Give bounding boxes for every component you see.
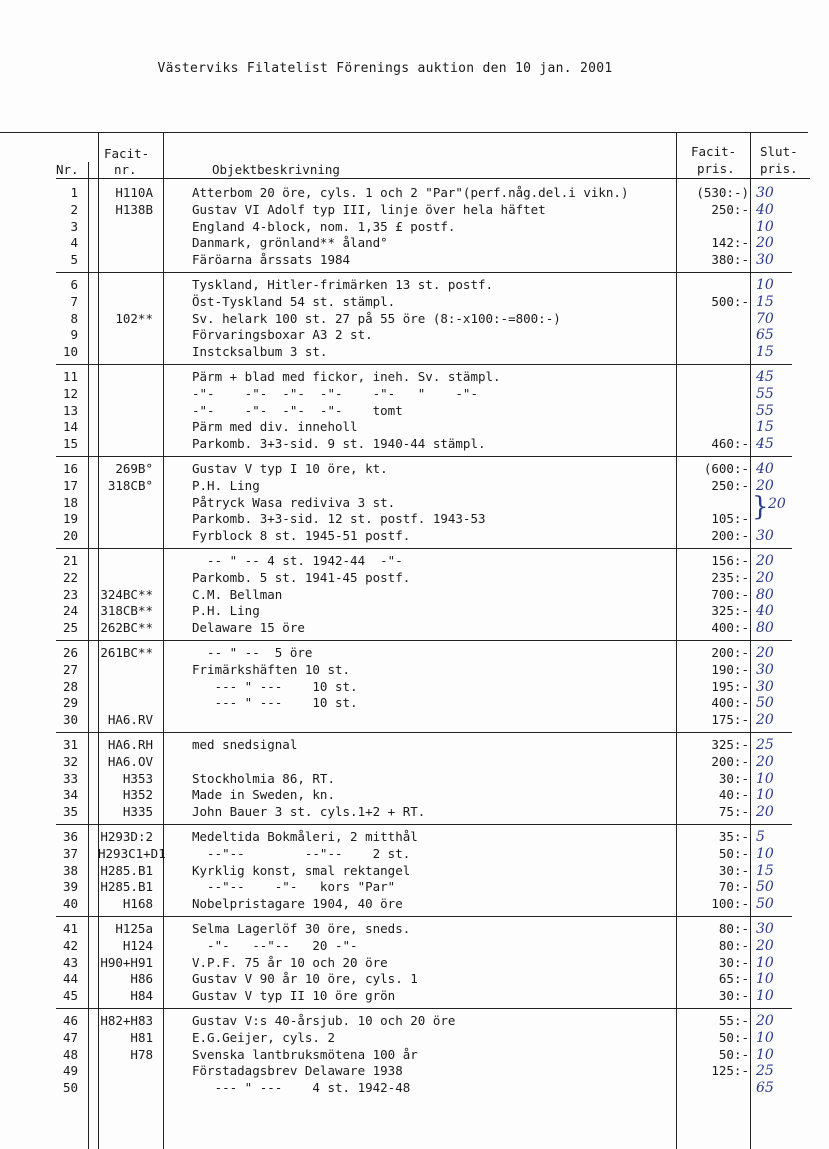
header-facit-nr-1: Facit- — [104, 146, 150, 161]
row-facit-price: 175:- — [711, 712, 749, 728]
row-facit-nr: H352 — [122, 787, 153, 803]
row-object-description: Kyrklig konst, smal rektangel — [192, 862, 411, 878]
row-final-price: 50 — [756, 695, 774, 712]
row-facit-nr: H335 — [122, 804, 153, 820]
row-nr: 18 — [62, 494, 78, 510]
row-facit-nr: H125a — [115, 921, 153, 936]
row-facit-price: 235:- — [711, 569, 749, 585]
table-row — [0, 1047, 829, 1064]
row-facit-nr: HA6.RV — [107, 712, 153, 728]
row-facit-price: 200:- — [711, 528, 749, 544]
table-row — [0, 1030, 829, 1047]
row-facit-price: 250:- — [711, 477, 749, 493]
row-facit-price: 250:- — [711, 201, 749, 217]
row-object-description: Förstadagsbrev Delaware 1938 — [192, 1063, 403, 1079]
row-nr: 27 — [62, 661, 78, 677]
header-facit-pris-2: pris. — [697, 161, 735, 176]
row-facit-price: 200:- — [711, 753, 749, 769]
row-facit-price: 30:- — [718, 988, 749, 1004]
row-nr: 28 — [62, 678, 78, 694]
row-final-price: 10 — [756, 954, 774, 971]
row-final-price: 20 — [756, 645, 774, 661]
row-object-description: Atterbom 20 öre, cyls. 1 och 2 "Par"(perf.någ.del.i vikn.) — [192, 185, 629, 200]
row-nr: 49 — [62, 1063, 78, 1079]
row-facit-price: 50:- — [718, 1029, 749, 1045]
row-facit-price: 325:- — [711, 737, 749, 752]
row-object-description: Pärm + blad med fickor, ineh. Sv. stämpl. — [192, 369, 501, 384]
table-row — [0, 311, 829, 328]
row-facit-price: 195:- — [711, 678, 749, 694]
row-final-price: 50 — [756, 879, 774, 896]
header-bottom-rule — [56, 178, 810, 179]
table-row — [0, 1013, 829, 1030]
row-final-price: 20 — [756, 235, 774, 252]
group-separator — [56, 272, 792, 273]
group-separator — [56, 364, 792, 365]
table-row — [0, 235, 829, 252]
row-final-price: 10 — [756, 770, 774, 787]
table-row — [0, 971, 829, 988]
row-final-price: 10 — [756, 218, 774, 235]
row-final-price: 20 — [756, 753, 774, 770]
row-nr: 47 — [62, 1029, 78, 1045]
table-row — [0, 645, 829, 662]
table-row — [0, 679, 829, 696]
row-final-price: 20 — [756, 804, 774, 821]
table-row — [0, 294, 829, 311]
row-facit-nr: H168 — [122, 896, 153, 912]
row-object-description: -- " -- 4 st. 1942-44 -"- — [192, 553, 403, 568]
row-facit-price: 75:- — [718, 804, 749, 820]
row-facit-price: 100:- — [711, 896, 749, 912]
row-object-description: Svenska lantbruksmötena 100 år — [192, 1046, 418, 1062]
row-nr: 7 — [70, 293, 78, 309]
row-nr: 31 — [62, 737, 78, 752]
row-object-description: Påtryck Wasa rediviva 3 st. — [192, 494, 396, 510]
row-final-price: 20 — [756, 712, 774, 729]
row-object-description: Gustav V 90 år 10 öre, cyls. 1 — [192, 971, 418, 987]
table-row — [0, 528, 829, 545]
row-nr: 30 — [62, 712, 78, 728]
table-row — [0, 495, 829, 512]
row-facit-nr: H86 — [130, 971, 153, 987]
row-facit-nr: 324BC** — [100, 586, 153, 602]
row-object-description: V.P.F. 75 år 10 och 20 öre — [192, 954, 388, 970]
row-object-description: Parkomb. 5 st. 1941-45 postf. — [192, 569, 411, 585]
row-object-description: Medeltida Bokmåleri, 2 mitthål — [192, 829, 418, 844]
row-facit-price: 142:- — [711, 235, 749, 251]
row-final-price: 10 — [756, 988, 774, 1005]
row-nr: 11 — [62, 369, 78, 384]
row-nr: 23 — [62, 586, 78, 602]
table-row — [0, 327, 829, 344]
row-final-price: 10 — [756, 971, 774, 988]
bracket-note: 20 — [768, 496, 786, 512]
row-nr: 39 — [62, 879, 78, 895]
row-object-description: Gustav V typ I 10 öre, kt. — [192, 461, 388, 476]
row-object-description: --- " --- 10 st. — [192, 678, 358, 694]
row-final-price: 20 — [756, 1013, 774, 1029]
row-object-description: Förvaringsboxar A3 2 st. — [192, 327, 373, 343]
table-row — [0, 955, 829, 972]
row-facit-nr: 269B° — [115, 461, 153, 476]
table-row — [0, 478, 829, 495]
row-object-description: Delaware 15 öre — [192, 620, 305, 636]
row-object-description: Nobelpristagare 1904, 40 öre — [192, 896, 403, 912]
table-top-rule — [0, 132, 808, 133]
row-facit-price: 65:- — [718, 971, 749, 987]
table-row — [0, 511, 829, 528]
row-nr: 48 — [62, 1046, 78, 1062]
table-row — [0, 846, 829, 863]
table-row — [0, 553, 829, 570]
row-final-price: 10 — [756, 845, 774, 862]
row-object-description: Gustav V typ II 10 öre grön — [192, 988, 396, 1004]
table-row — [0, 737, 829, 754]
row-final-price: 30 — [756, 661, 774, 678]
row-object-description: P.H. Ling — [192, 603, 260, 619]
row-object-description: E.G.Geijer, cyls. 2 — [192, 1029, 335, 1045]
row-facit-nr: H285.B1 — [100, 862, 153, 878]
row-nr: 9 — [70, 327, 78, 343]
row-final-price: 25 — [756, 1063, 774, 1080]
row-final-price: 10 — [756, 1029, 774, 1046]
row-facit-price: 55:- — [718, 1013, 749, 1028]
row-facit-nr: H353 — [122, 770, 153, 786]
table-row — [0, 403, 829, 420]
row-nr: 40 — [62, 896, 78, 912]
row-nr: 26 — [62, 645, 78, 660]
row-final-price: 50 — [756, 896, 774, 913]
row-final-price: 45 — [756, 436, 774, 453]
table-row — [0, 938, 829, 955]
row-nr: 21 — [62, 553, 78, 568]
table-row — [0, 461, 829, 478]
row-nr: 50 — [62, 1080, 78, 1096]
row-nr: 46 — [62, 1013, 78, 1028]
row-object-description: Selma Lagerlöf 30 öre, sneds. — [192, 921, 411, 936]
row-final-price: 30 — [756, 528, 774, 545]
group-separator — [56, 1008, 792, 1009]
row-facit-nr: H138B — [115, 201, 153, 217]
table-row — [0, 620, 829, 637]
row-final-price: 15 — [756, 419, 774, 436]
row-facit-price: 125:- — [711, 1063, 749, 1079]
row-nr: 20 — [62, 528, 78, 544]
row-final-price: 20 — [756, 937, 774, 954]
row-nr: 8 — [70, 310, 78, 326]
row-nr: 14 — [62, 419, 78, 435]
row-nr: 4 — [70, 235, 78, 251]
row-nr: 35 — [62, 804, 78, 820]
row-nr: 29 — [62, 695, 78, 711]
row-object-description: Tyskland, Hitler-frimärken 13 st. postf. — [192, 277, 494, 292]
row-facit-nr: H293D:2 — [100, 829, 153, 844]
row-facit-price: 400:- — [711, 695, 749, 711]
row-nr: 44 — [62, 971, 78, 987]
row-facit-price: 105:- — [711, 511, 749, 527]
row-final-price: 70 — [756, 310, 774, 327]
row-facit-price: 400:- — [711, 620, 749, 636]
row-object-description: Parkomb. 3+3-sid. 9 st. 1940-44 stämpl. — [192, 436, 486, 452]
row-nr: 10 — [62, 344, 78, 360]
row-nr: 1 — [70, 185, 78, 200]
group-separator — [56, 548, 792, 549]
row-facit-price: 460:- — [711, 436, 749, 452]
row-facit-price: 325:- — [711, 603, 749, 619]
table-row — [0, 712, 829, 729]
row-facit-nr: 261BC** — [100, 645, 153, 660]
row-facit-price: 500:- — [711, 293, 749, 309]
table-row — [0, 185, 829, 202]
table-row — [0, 570, 829, 587]
row-nr: 25 — [62, 620, 78, 636]
table-row — [0, 277, 829, 294]
row-facit-price: 70:- — [718, 879, 749, 895]
row-facit-nr: 102** — [115, 310, 153, 326]
bracket-mark: } — [752, 492, 769, 522]
row-final-price: 65 — [756, 327, 774, 344]
group-separator — [56, 824, 792, 825]
table-row — [0, 771, 829, 788]
row-nr: 36 — [62, 829, 78, 844]
table-row — [0, 662, 829, 679]
row-facit-price: 30:- — [718, 954, 749, 970]
table-row — [0, 804, 829, 821]
row-facit-price: 35:- — [718, 829, 749, 844]
row-final-price: 40 — [756, 603, 774, 620]
row-object-description: med snedsignal — [192, 737, 298, 752]
row-facit-nr: HA6.OV — [107, 753, 153, 769]
row-facit-price: 200:- — [711, 645, 749, 660]
row-object-description: John Bauer 3 st. cyls.1+2 + RT. — [192, 804, 426, 820]
table-row — [0, 436, 829, 453]
row-object-description: --"-- --"-- 2 st. — [192, 845, 411, 861]
group-separator — [56, 456, 792, 457]
row-nr: 5 — [70, 252, 78, 268]
header-objekt: Objektbeskrivning — [212, 162, 340, 177]
row-nr: 16 — [62, 461, 78, 476]
row-object-description: Instcksalbum 3 st. — [192, 344, 328, 360]
table-row — [0, 219, 829, 236]
table-row — [0, 879, 829, 896]
row-final-price: 80 — [756, 620, 774, 637]
row-final-price: 40 — [756, 461, 774, 477]
table-row — [0, 988, 829, 1005]
row-object-description: -"- --"-- 20 -"- — [192, 937, 358, 953]
table-row — [0, 695, 829, 712]
row-nr: 34 — [62, 787, 78, 803]
row-final-price: 30 — [756, 252, 774, 269]
row-facit-nr: 262BC** — [100, 620, 153, 636]
row-final-price: 20 — [756, 569, 774, 586]
table-row — [0, 787, 829, 804]
row-facit-nr: 318CB° — [107, 477, 153, 493]
row-object-description: Parkomb. 3+3-sid. 12 st. postf. 1943-53 — [192, 511, 486, 527]
row-object-description: Sv. helark 100 st. 27 på 55 öre (8:-x100:-=800:-) — [192, 310, 561, 326]
table-row — [0, 829, 829, 846]
row-final-price: 55 — [756, 402, 774, 419]
row-object-description: Made in Sweden, kn. — [192, 787, 335, 803]
row-nr: 2 — [70, 201, 78, 217]
group-separator — [56, 640, 792, 641]
table-row — [0, 252, 829, 269]
row-nr: 15 — [62, 436, 78, 452]
row-object-description: Danmark, grönland** åland° — [192, 235, 388, 251]
row-nr: 45 — [62, 988, 78, 1004]
row-object-description: England 4-block, nom. 1,35 £ postf. — [192, 218, 456, 234]
group-separator — [56, 916, 792, 917]
row-facit-price: 380:- — [711, 252, 749, 268]
table-row — [0, 603, 829, 620]
row-final-price: 15 — [756, 862, 774, 879]
table-row — [0, 369, 829, 386]
row-object-description: P.H. Ling — [192, 477, 260, 493]
row-final-price: 20 — [756, 477, 774, 494]
row-facit-nr: H82+H83 — [100, 1013, 153, 1028]
row-object-description: --- " --- 4 st. 1942-48 — [192, 1080, 411, 1096]
row-nr: 12 — [62, 385, 78, 401]
table-row — [0, 896, 829, 913]
row-nr: 3 — [70, 218, 78, 234]
row-facit-price: 30:- — [718, 862, 749, 878]
row-facit-nr: 318CB** — [100, 603, 153, 619]
table-row — [0, 587, 829, 604]
row-facit-price: 40:- — [718, 787, 749, 803]
row-final-price: 20 — [756, 553, 774, 569]
row-facit-nr: H84 — [130, 988, 153, 1004]
row-facit-price: 80:- — [718, 921, 749, 936]
header-facit-nr-2: nr. — [114, 162, 137, 177]
row-nr: 19 — [62, 511, 78, 527]
row-object-description: Gustav V:s 40-årsjub. 10 och 20 öre — [192, 1013, 456, 1028]
row-final-price: 40 — [756, 201, 774, 218]
row-final-price: 65 — [756, 1080, 774, 1097]
row-final-price: 5 — [756, 829, 765, 845]
page-title: Västerviks Filatelist Förenings auktion den 10 jan. 2001 — [157, 61, 613, 76]
row-facit-nr: H285.B1 — [100, 879, 153, 895]
row-final-price: 15 — [756, 293, 774, 310]
row-object-description: Färöarna årssats 1984 — [192, 252, 351, 268]
row-facit-price: 80:- — [718, 937, 749, 953]
row-nr: 32 — [62, 753, 78, 769]
row-nr: 38 — [62, 862, 78, 878]
row-facit-price: 156:- — [711, 553, 749, 568]
header-slut-pris-1: Slut- — [760, 144, 798, 159]
row-nr: 37 — [62, 845, 78, 861]
table-row — [0, 419, 829, 436]
row-object-description: Fyrblock 8 st. 1945-51 postf. — [192, 528, 411, 544]
header-facit-pris-1: Facit- — [691, 144, 737, 159]
group-separator — [56, 732, 792, 733]
row-facit-price: 50:- — [718, 845, 749, 861]
row-facit-price: (600:- — [703, 461, 749, 476]
table-row — [0, 386, 829, 403]
row-facit-price: 700:- — [711, 586, 749, 602]
table-row — [0, 863, 829, 880]
row-nr: 6 — [70, 277, 78, 292]
row-object-description: --- " --- 10 st. — [192, 695, 358, 711]
row-final-price: 45 — [756, 369, 774, 385]
row-facit-nr: H90+H91 — [100, 954, 153, 970]
row-object-description: Stockholmia 86, RT. — [192, 770, 335, 786]
row-final-price: 30 — [756, 921, 774, 937]
row-nr: 13 — [62, 402, 78, 418]
row-object-description: Frimärkshäften 10 st. — [192, 661, 351, 677]
table-row — [0, 1080, 829, 1097]
row-nr: 24 — [62, 603, 78, 619]
row-facit-nr: H293C1+D1 — [98, 845, 166, 861]
row-final-price: 10 — [756, 787, 774, 804]
table-row — [0, 344, 829, 361]
row-facit-nr: H81 — [130, 1029, 153, 1045]
row-nr: 22 — [62, 569, 78, 585]
row-object-description: C.M. Bellman — [192, 586, 283, 602]
row-final-price: 10 — [756, 1046, 774, 1063]
row-facit-nr: H110A — [115, 185, 153, 200]
row-object-description: -- " -- 5 öre — [192, 645, 313, 660]
row-final-price: 55 — [756, 385, 774, 402]
row-final-price: 15 — [756, 344, 774, 361]
row-object-description: Pärm med div. inneholl — [192, 419, 358, 435]
row-object-description: Öst-Tyskland 54 st. stämpl. — [192, 293, 396, 309]
row-nr: 42 — [62, 937, 78, 953]
header-slut-pris-2: pris. — [760, 161, 798, 176]
row-final-price: 80 — [756, 586, 774, 603]
row-facit-price: 30:- — [718, 770, 749, 786]
row-final-price: 10 — [756, 277, 774, 293]
row-nr: 41 — [62, 921, 78, 936]
row-facit-nr: H124 — [122, 937, 153, 953]
table-row — [0, 1063, 829, 1080]
row-final-price: 30 — [756, 185, 774, 201]
row-final-price: 30 — [756, 678, 774, 695]
table-row — [0, 754, 829, 771]
row-nr: 33 — [62, 770, 78, 786]
table-row — [0, 921, 829, 938]
table-row — [0, 202, 829, 219]
row-final-price: 25 — [756, 737, 774, 753]
row-facit-nr: HA6.RH — [107, 737, 153, 752]
row-object-description: --"-- -"- kors "Par" — [192, 879, 396, 895]
header-nr: Nr. — [56, 162, 79, 177]
row-facit-price: 190:- — [711, 661, 749, 677]
row-facit-price: 50:- — [718, 1046, 749, 1062]
row-nr: 17 — [62, 477, 78, 493]
row-object-description: Gustav VI Adolf typ III, linje över hela häftet — [192, 201, 546, 217]
row-nr: 43 — [62, 954, 78, 970]
row-facit-price: (530:-) — [696, 185, 749, 200]
row-object-description: -"- -"- -"- -"- tomt — [192, 402, 403, 418]
row-facit-nr: H78 — [130, 1046, 153, 1062]
row-object-description: -"- -"- -"- -"- -"- " -"- — [192, 385, 478, 401]
